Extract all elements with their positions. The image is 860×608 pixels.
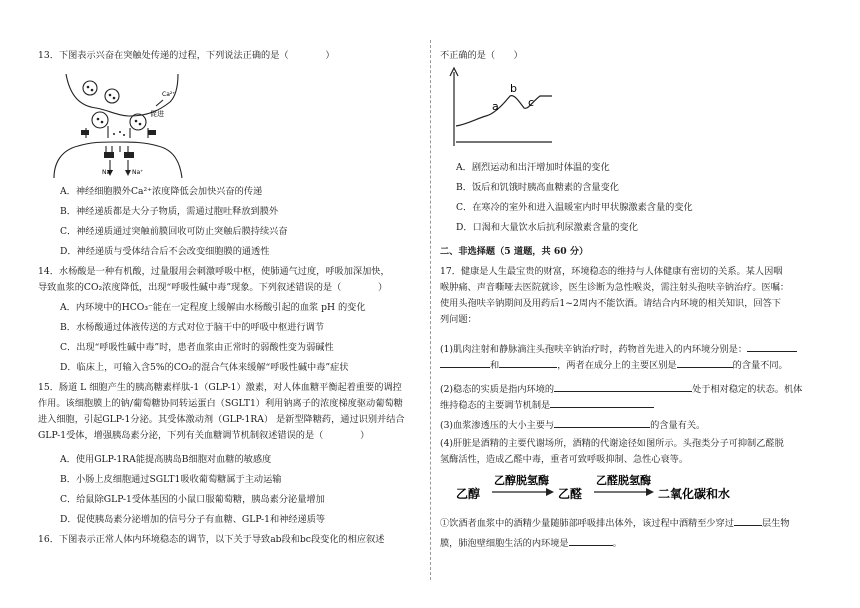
q17-1-line-a xyxy=(440,342,797,356)
ethanol-label: 乙醇 xyxy=(456,487,481,501)
q17-1-text: (1)肌肉注射和静脉滴注头孢呋辛钠治疗时，药物首先进入的内环境分别是： xyxy=(440,344,748,355)
q13-option-a: A．神经细胞膜外Ca²⁺浓度降低会加快兴奋的传递 xyxy=(60,186,263,197)
q17-1-text-c: 的含量不同。 xyxy=(732,360,788,371)
q17-1-line-b xyxy=(440,358,788,372)
q17-2-line-a xyxy=(440,382,802,396)
enzyme-1-label: 乙醇脱氢酶 xyxy=(494,474,549,487)
q13-option-b: B．神经递质都是大分子物质，需通过胞吐释放到膜外 xyxy=(60,206,279,217)
q17-1-text-b: ，两者在成分上的主要区别是 xyxy=(557,360,677,371)
q14-option-a: A．内环境中的HCO₃⁻能在一定程度上缓解由水杨酸引起的血浆 pH 的变化 xyxy=(60,302,366,313)
q15-line-2: 作用。该细胞膜上的钠/葡萄糖协同转运蛋白（SGLT1）利用钠离子的浓度梯度驱动葡萄糖 xyxy=(38,398,403,409)
q17-4-text-d: 层生物 xyxy=(762,518,790,529)
answer-blank-2[interactable] xyxy=(440,358,490,368)
answer-blank-7[interactable] xyxy=(554,418,650,428)
q17-4-text-e: 膜，肺泡壁细胞生活的内环境是 xyxy=(440,538,569,549)
q15-option-d: D．促使胰岛素分泌增加的信号分子有血糖、GLP-1和神经递质等 xyxy=(60,514,326,525)
q17-4-text-f: 。 xyxy=(612,538,622,549)
q16-option-b: B．饭后和饥饿时胰高血糖素的含量变化 xyxy=(456,182,619,193)
q17-4-line-c xyxy=(440,516,790,530)
co2-water-label: 二氧化碳和水 xyxy=(658,487,731,501)
q17-1-and: 和 xyxy=(490,360,500,371)
q14-line-1: 14．水杨酸是一种有机酸，过量服用会刺激呼吸中枢，使肺通气过度，呼吸加深加快， xyxy=(38,266,390,277)
q14-option-b: B．水杨酸通过体液传送的方式对位于脑干中的呼吸中枢进行调节 xyxy=(60,322,325,333)
synapse-diagram xyxy=(48,70,188,180)
q17-2-line-b xyxy=(440,398,654,412)
q17-4-text-c: ①饮酒者血浆中的酒精少量随肺部呼吸排出体外，该过程中酒精至少穿过 xyxy=(440,518,734,529)
q16-option-d: D．口渴和大量饮水后抗利尿激素含量的变化 xyxy=(456,222,638,233)
answer-blank-9[interactable] xyxy=(569,536,613,546)
q17-line-4: 列问题： xyxy=(440,314,477,325)
q17-4-line-a: (4)肝脏是酒精的主要代谢场所，酒精的代谢途径如图所示。头孢类分子可抑制乙醛脱 xyxy=(440,438,784,449)
answer-blank-1[interactable] xyxy=(747,342,797,352)
q17-3-text-a: (3)血浆渗透压的大小主要与 xyxy=(440,420,555,431)
q17-4-line-b: 氢酶活性，造成乙醛中毒，重者可致呼吸抑制、急性心衰等。 xyxy=(440,454,689,465)
q15-option-c: C．给鼠除GLP-1受体基因的小鼠口服葡萄糖，胰岛素分泌量增加 xyxy=(60,494,325,505)
q15-line-1: 15．肠道 L 细胞产生的胰高糖素样肽-1（GLP-1）激素，对人体血糖平衡起着重要的调控 xyxy=(38,382,402,393)
answer-blank-6[interactable] xyxy=(550,398,654,408)
acetaldehyde-label: 乙醛 xyxy=(558,487,583,501)
q14-line-2: 导致血浆的CO₂浓度降低，出现“呼吸性碱中毒”现象。下列叙述错误的是（ ） xyxy=(38,282,388,293)
point-a-label: a xyxy=(492,100,499,113)
q13-option-c: C．神经递质通过突触前膜回收可防止突触后膜持续兴奋 xyxy=(60,226,288,237)
q14-option-d: D．临床上，可输入含5%的CO₂的混合气体来缓解“呼吸性碱中毒”症状 xyxy=(60,362,349,373)
na-label-1: Na⁺ xyxy=(102,169,114,176)
q15-line-4: GLP-1受体，增强胰岛素分泌，下列有关血糖调节机制叙述错误的是（ ） xyxy=(38,430,370,441)
promote-label: 促进 xyxy=(150,110,164,118)
point-c-label: c xyxy=(528,96,535,109)
answer-blank-3[interactable] xyxy=(499,358,557,368)
ca-label: Ca²⁺ xyxy=(162,91,176,98)
answer-blank-8[interactable] xyxy=(734,516,762,526)
q17-2-text-a: (2)稳态的实质是指内环境的 xyxy=(440,384,555,395)
q17-3-text-b: 的含量有关。 xyxy=(650,420,706,431)
q16-continuation: 不正确的是（ ） xyxy=(440,50,523,61)
q17-line-3: 使用头孢呋辛钠期间及用药后1~2周内不能饮酒。请结合内环境的相关知识，回答下 xyxy=(440,298,781,309)
answer-blank-4[interactable] xyxy=(677,358,733,368)
q16-option-a: A．剧烈运动和出汗增加时体温的变化 xyxy=(456,162,610,173)
q16-option-c: C．在寒冷的室外和进入温暖室内时甲状腺激素含量的变化 xyxy=(456,202,693,213)
q17-2-text-c: 维持稳态的主要调节机制是 xyxy=(440,400,551,411)
q17-line-2: 喉肿痛、声音嘶哑去医院就诊，医生诊断为急性喉炎，需注射头孢呋辛钠治疗。医嘱： xyxy=(440,282,790,293)
q14-option-c: C．出现“呼吸性碱中毒”时，患者血浆由正常时的弱酸性变为弱碱性 xyxy=(60,342,334,353)
q15-line-3: 进入细胞，引起GLP-1分泌。其受体激动剂（GLP-1RA） 是新型降糖药，通过识别并结合 xyxy=(38,414,405,425)
q17-3-line xyxy=(440,418,705,432)
alcohol-metabolism-pathway xyxy=(454,472,754,506)
na-label-2: Na⁺ xyxy=(132,169,144,176)
q17-line-1: 17．健康是人生最宝贵的财富，环境稳态的维持与人体健康有密切的关系。某人因咽 xyxy=(440,266,783,277)
q13-stem: 13．下图表示兴奋在突触处传递的过程，下列说法正确的是（ ） xyxy=(38,50,335,61)
enzyme-2-label: 乙醛脱氢酶 xyxy=(596,474,651,487)
q16-stem: 16．下图表示正常人体内环境稳态的调节，以下关于导致ab段和bc段变化的相应叙述 xyxy=(38,534,385,545)
q13-option-d: D．神经递质与受体结合后不会改变细胞膜的通透性 xyxy=(60,246,270,257)
q17-4-line-d xyxy=(440,536,622,550)
q15-option-b: B．小肠上皮细胞通过SGLT1吸收葡萄糖属于主动运输 xyxy=(60,474,282,485)
q15-option-a: A．使用GLP-1RA能提高胰岛B细胞对血糖的敏感度 xyxy=(60,454,272,465)
section-title: 二、非选择题（5 道题，共 60 分） xyxy=(440,246,589,257)
column-divider xyxy=(430,40,431,580)
q17-2-text-b: 处于相对稳定的状态。机体 xyxy=(692,384,803,395)
point-b-label: b xyxy=(510,82,517,95)
regulation-line-graph xyxy=(448,66,558,150)
answer-blank-5[interactable] xyxy=(554,382,692,392)
